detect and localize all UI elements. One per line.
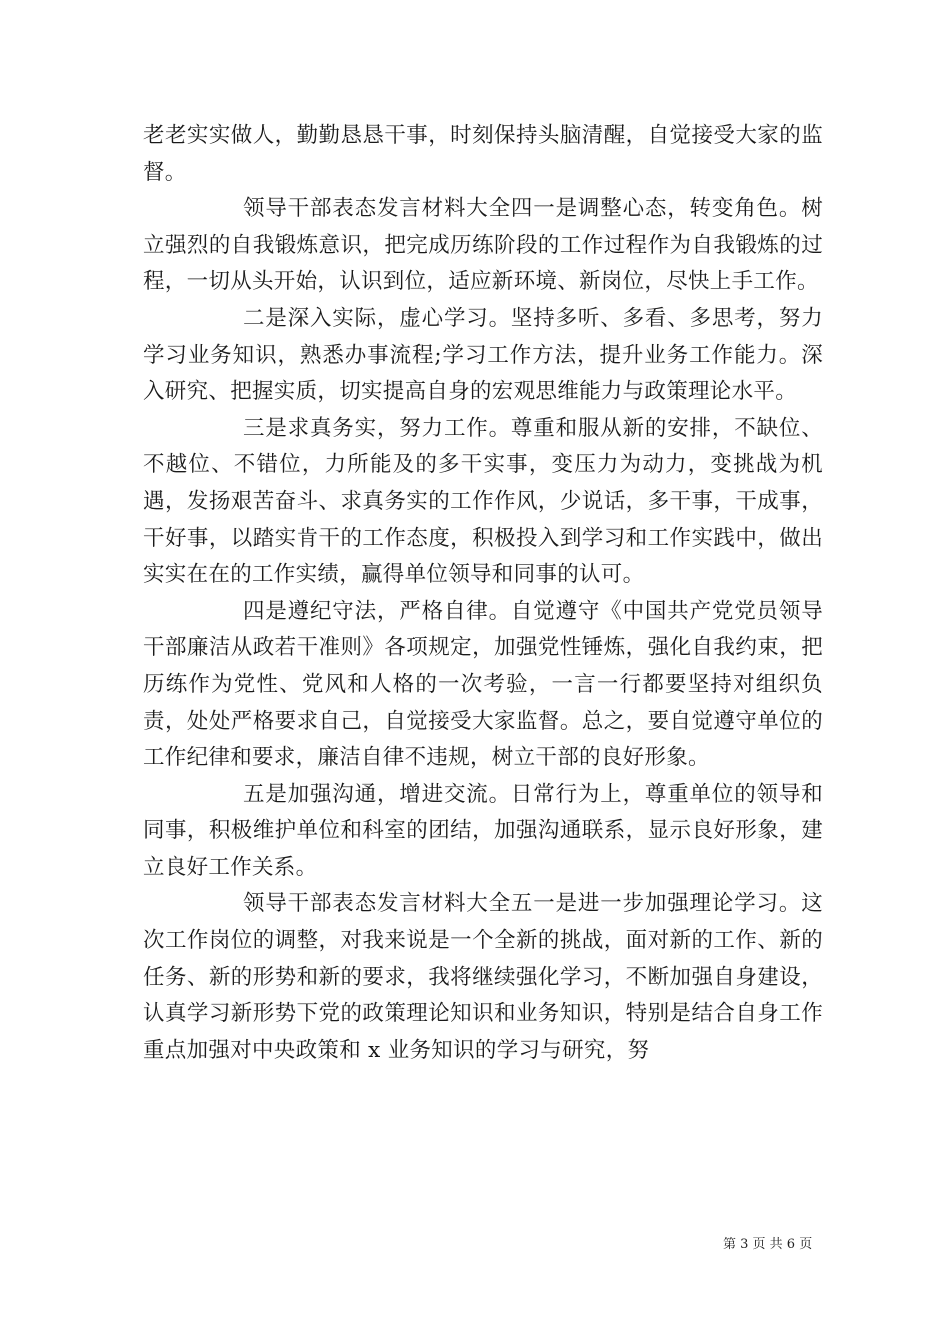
document-body [143, 118, 823, 1069]
paragraph-continuation: 老老实实做人，勤勤恳恳干事，时刻保持头脑清醒，自觉接受大家的监督。 [143, 123, 823, 185]
paragraph-point-two: 二是深入实际，虚心学习。坚持多听、多看、多思考，努力学习业务知识，熟悉办事流程;学习工作方法，提升业务工作能力。深入研究、把握实质，切实提高自身的宏观思维能力与政策理论水平。 [143, 305, 823, 405]
paragraph-point-four: 四是遵纪守法，严格自律。自觉遵守《中国共产党党员领导干部廉洁从政若干准则》各项规定，加强党性锤炼，强化自我约束，把历练作为党性、党风和人格的一次考验，一言一行都要坚持对组织负责，处处严格要求自己，自觉接受大家监督。总之，要自觉遵守单位的工作纪律和要求，廉洁自律不违规，树立干部的良好形象。 [143, 598, 823, 771]
paragraph-section-four-intro: 领导干部表态发言材料大全四一是调整心态，转变角色。树立强烈的自我锻炼意识，把完成历练阶段的工作过程作为自我锻炼的过程，一切从头开始，认识到位，适应新环境、新岗位，尽快上手工作。 [143, 196, 823, 295]
page-number: 第 3 页 共 6 页 [723, 1237, 813, 1252]
paragraph-point-three: 三是求真务实，努力工作。尊重和服从新的安排，不缺位、不越位、不错位，力所能及的多干实事，变压力为动力，变挑战为机遇，发扬艰苦奋斗、求真务实的工作作风，少说话，多干事，干成事，干好事，以踏实肯干的工作态度，积极投入到学习和工作实践中，做出实实在在的工作实绩，赢得单位领导和同事的认可。 [143, 415, 823, 588]
paragraph-section-five-intro: 领导干部表态发言材料大全五一是进一步加强理论学习。这次工作岗位的调整，对我来说是一个全新的挑战，面对新的工作、新的任务、新的形势和新的要求，我将继续强化学习，不断加强自身建设，认真学习新形势下党的政策理论知识和业务知识，特别是结合自身工作重点加强对中央政策和 x 业务知识的学习与研究，努 [143, 891, 823, 1063]
paragraph-point-five: 五是加强沟通，增进交流。日常行为上，尊重单位的领导和同事，积极维护单位和科室的团结，加强沟通联系，显示良好形象，建立良好工作关系。 [143, 781, 823, 880]
